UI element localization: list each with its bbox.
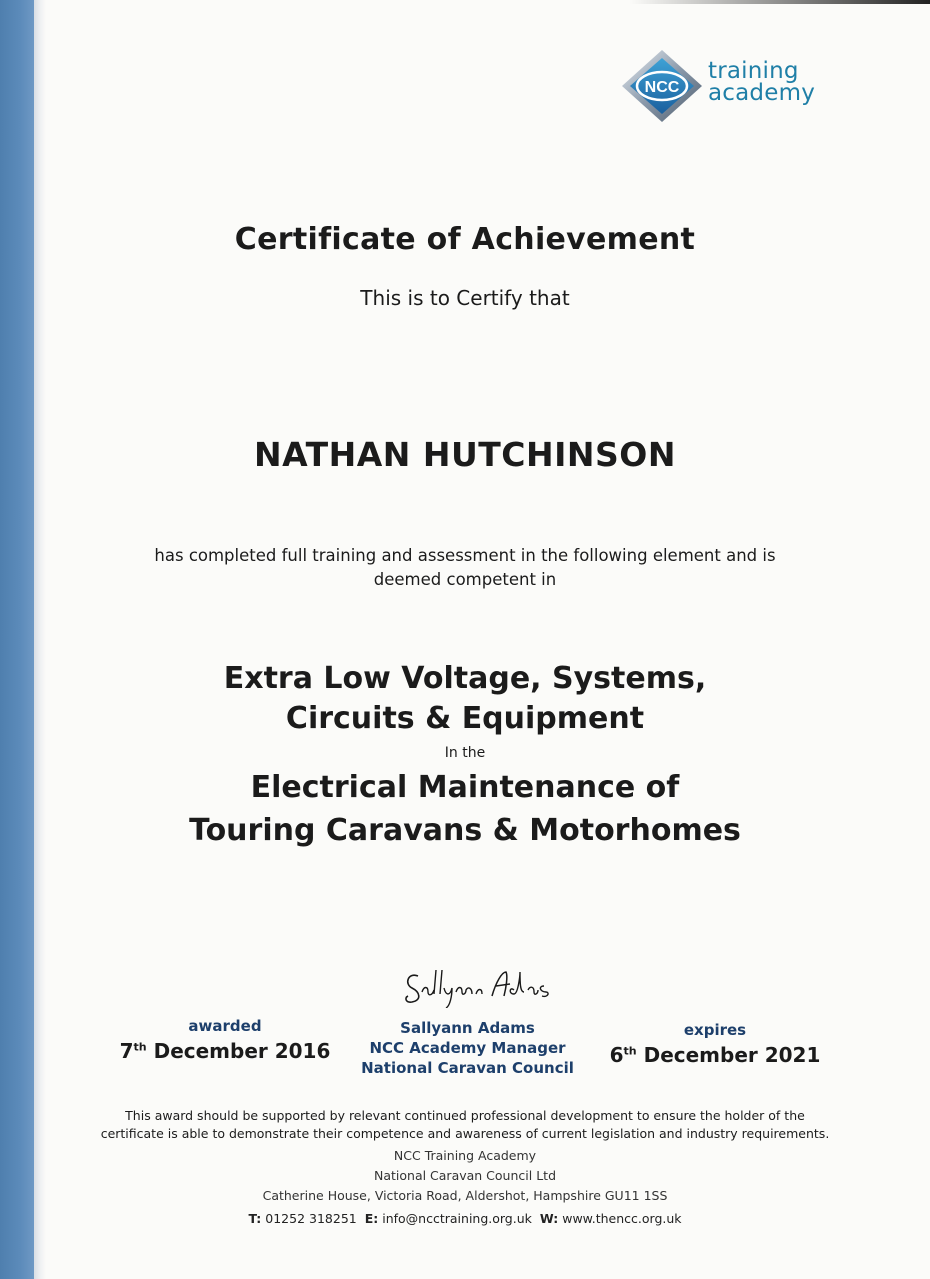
- website-address[interactable]: www.thencc.org.uk: [562, 1211, 682, 1226]
- awarded-label: awarded: [188, 1017, 262, 1035]
- course-line-2: Circuits & Equipment: [285, 701, 645, 736]
- course-line-1: Extra Low Voltage, Systems,: [223, 661, 707, 696]
- course-line-4: Touring Caravans & Motorhomes: [189, 813, 741, 848]
- course-title: [50, 659, 880, 739]
- recipient-name: NATHAN HUTCHINSON: [254, 435, 676, 474]
- left-border-strip: [0, 0, 34, 1279]
- logo-line-training: training: [708, 58, 799, 84]
- awarded-day: 7: [119, 1039, 134, 1063]
- certify-line: This is to Certify that: [360, 286, 570, 310]
- completion-line-2: deemed competent in: [373, 570, 557, 589]
- awarded-month-year: December 2016: [153, 1039, 331, 1063]
- expires-block: [590, 1021, 840, 1067]
- signatory-block: [345, 1018, 590, 1078]
- logo-line-academy: academy: [708, 80, 816, 106]
- signatory-name: Sallyann Adams: [400, 1019, 535, 1037]
- address-line-2: National Caravan Council Ltd: [373, 1168, 556, 1183]
- completion-line-1: has completed full training and assessment in the following element and is: [154, 546, 776, 565]
- address-line-3: Catherine House, Victoria Road, Aldershot, Hampshire GU11 1SS: [262, 1188, 668, 1203]
- web-label: W:: [539, 1211, 559, 1226]
- expires-day-suffix: th: [623, 1044, 637, 1058]
- awarded-day-suffix: th: [133, 1040, 147, 1054]
- logo-badge-text: NCC: [644, 79, 680, 96]
- awarded-date: [105, 1039, 345, 1063]
- ncc-logo: [620, 48, 820, 124]
- completion-statement: [50, 544, 880, 592]
- course-subject: [50, 766, 880, 852]
- expires-date: [590, 1043, 840, 1067]
- course-line-3: Electrical Maintenance of: [250, 770, 680, 805]
- address-line-1: NCC Training Academy: [393, 1148, 537, 1163]
- in-the-label: In the: [444, 745, 486, 761]
- expires-day: 6: [609, 1043, 624, 1067]
- expires-label: expires: [683, 1021, 747, 1039]
- cpd-note-line-2: certificate is able to demonstrate their competence and awareness of current legislation and industry requirements.: [100, 1126, 830, 1141]
- phone-label: T:: [248, 1211, 262, 1226]
- scan-edge: [630, 0, 930, 4]
- ncc-diamond-icon: [620, 48, 704, 124]
- certificate-title: Certificate of Achievement: [234, 222, 696, 257]
- expires-month-year: December 2021: [643, 1043, 821, 1067]
- signatory-role: NCC Academy Manager: [369, 1039, 566, 1057]
- email-label: E:: [364, 1211, 379, 1226]
- signatory-org: National Caravan Council: [361, 1059, 574, 1077]
- awarded-block: [105, 1017, 345, 1063]
- left-border-shadow: [34, 0, 46, 1279]
- contact-line: [50, 1211, 880, 1226]
- cpd-note-line-1: This award should be supported by relevant continued professional development to ensure the holder of the: [125, 1108, 805, 1123]
- logo-wordmark: [708, 60, 815, 104]
- phone-number: 01252 318251: [265, 1211, 357, 1226]
- email-address[interactable]: info@ncctraining.org.uk: [382, 1211, 532, 1226]
- cpd-note: [50, 1107, 880, 1143]
- handwritten-signature: [398, 962, 558, 1008]
